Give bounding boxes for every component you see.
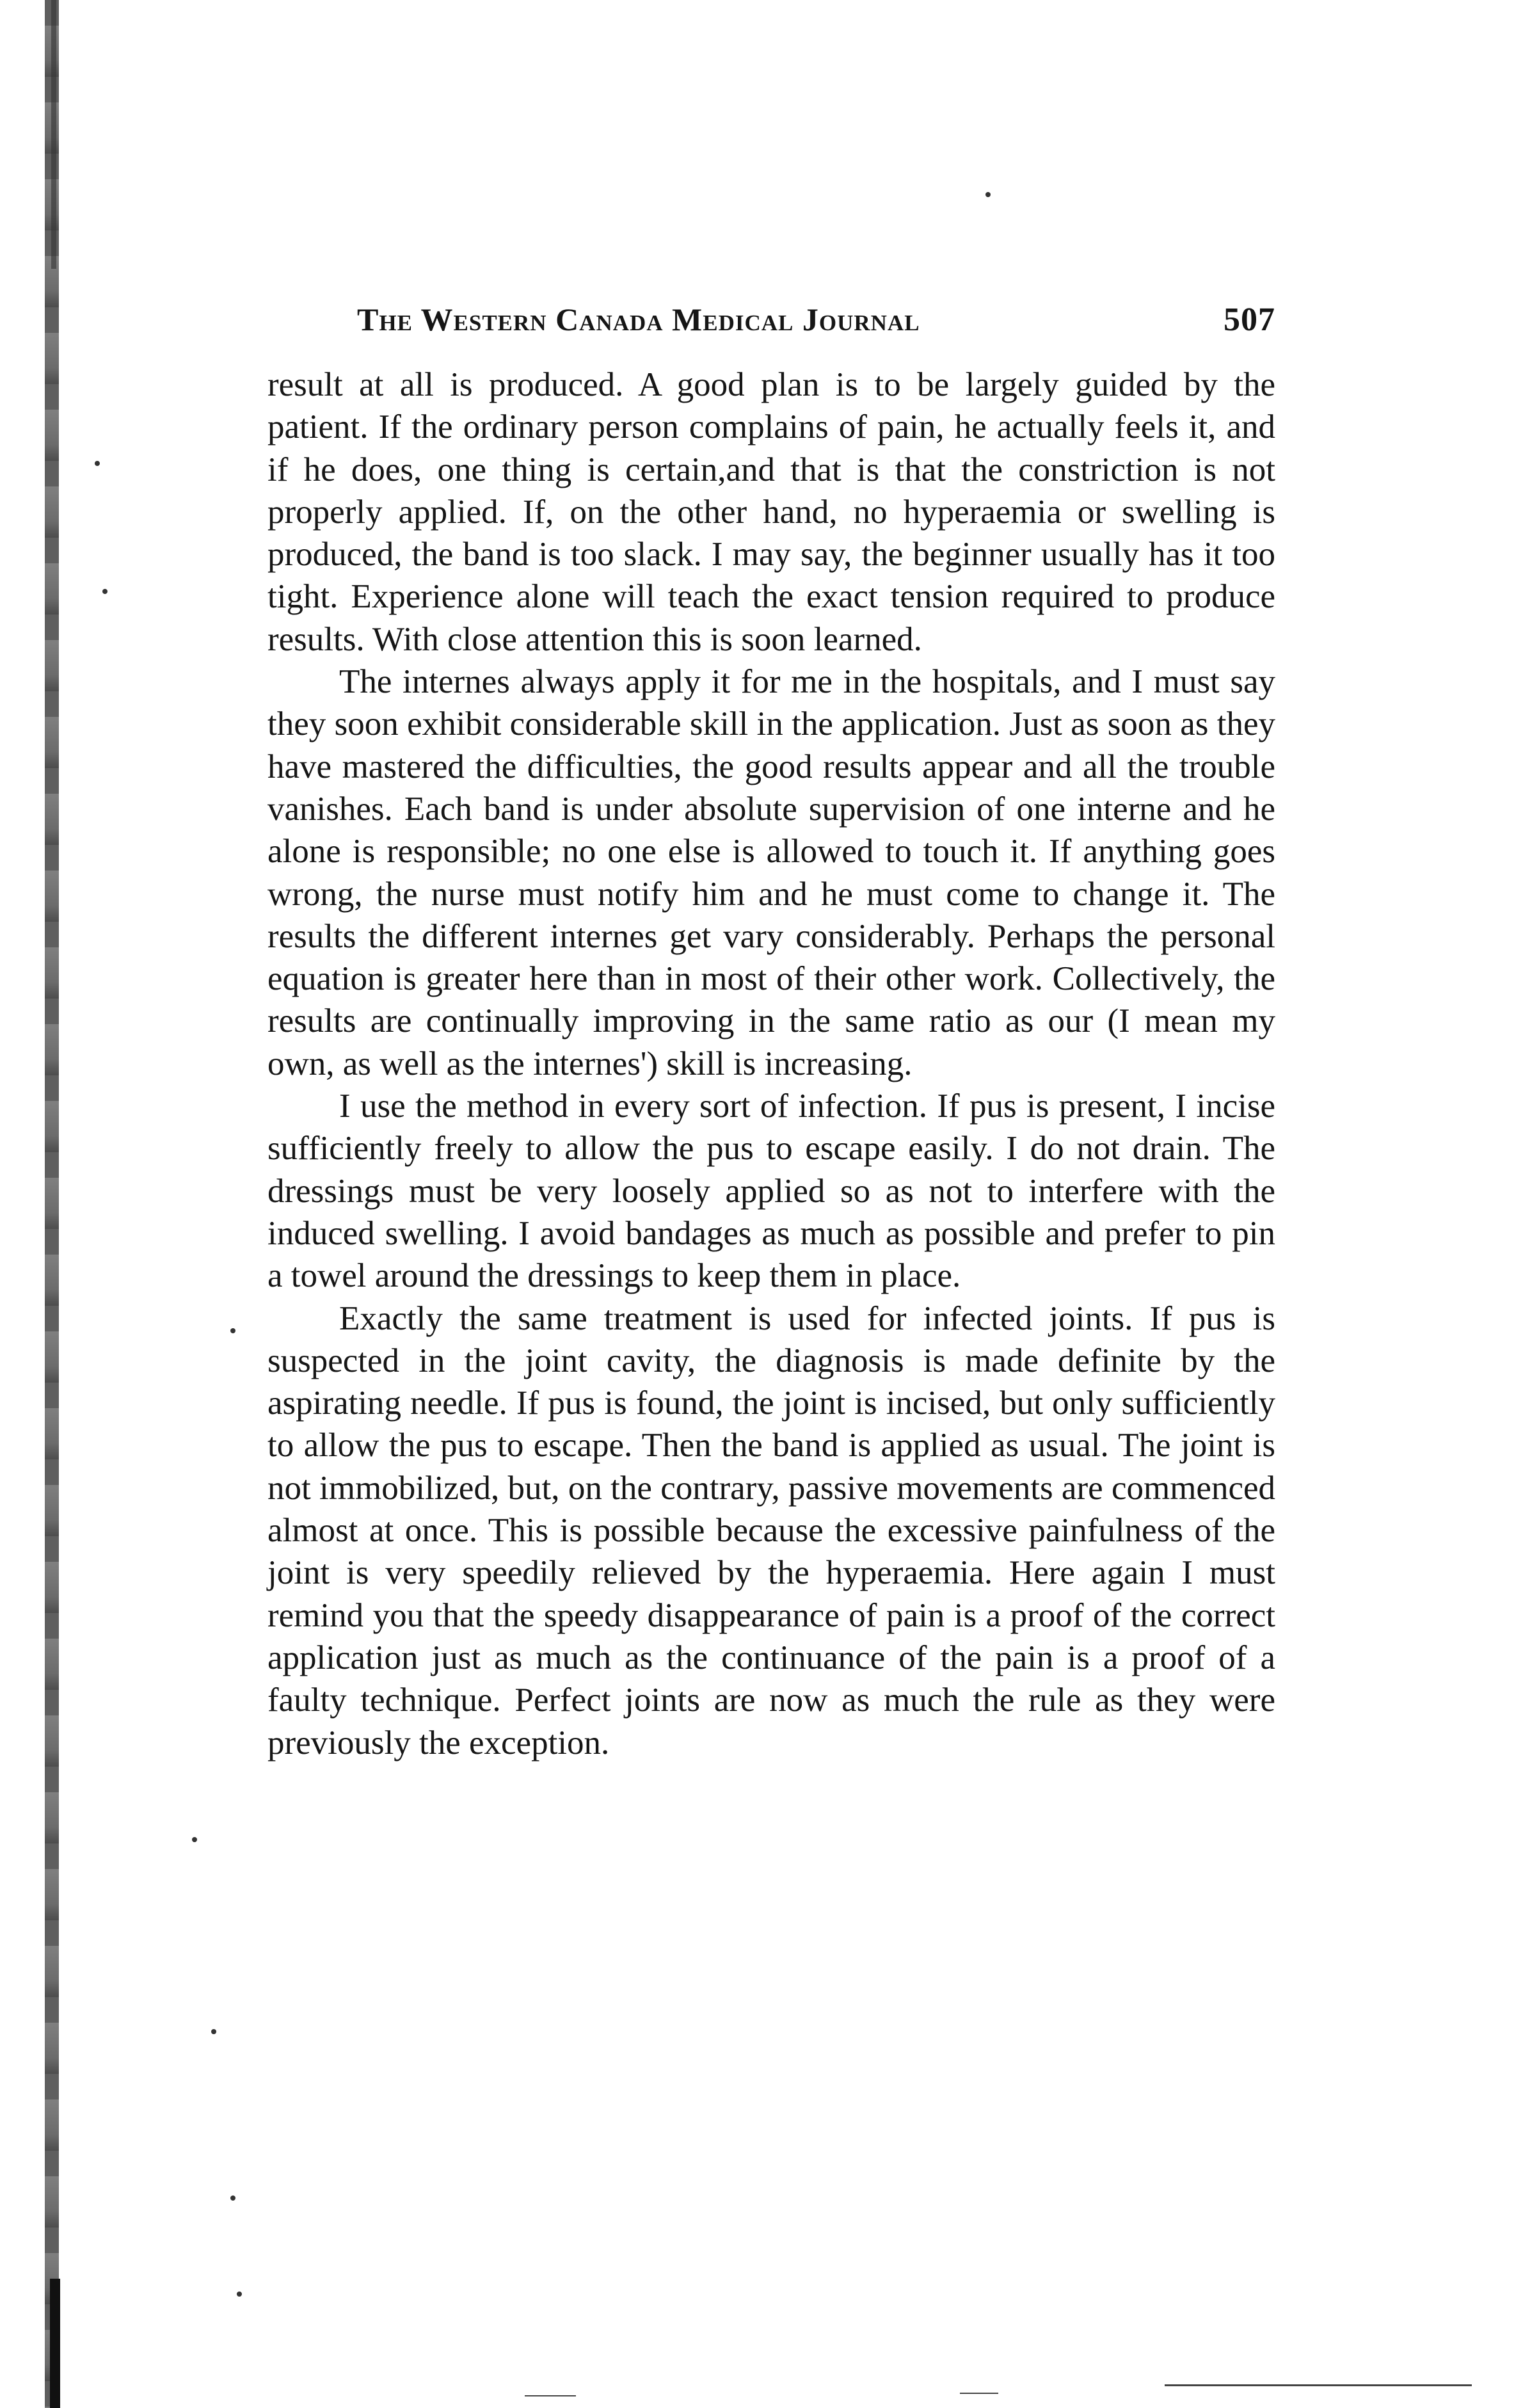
scan-speck (192, 1837, 197, 1842)
page-number: 507 (1224, 301, 1275, 338)
page-binding-edge (51, 0, 56, 269)
page-binding-corner (50, 2279, 60, 2408)
paragraph: I use the method in every sort of infection. If pus is present, I incise sufficiently freely to allow the pus to escape easily. I do not drain. The dressings must be very loosely applied so as not to interfere with the induced swelling. I avoid bandages as much as possible and prefer to pin a towel around the dressings to keep them in place. (267, 1088, 1275, 1295)
page-binding-shadow (45, 0, 59, 2408)
article-body (267, 364, 1275, 1764)
paragraph: Exactly the same treatment is used for infected joints. If pus is suspected in the joint cavity, the diagnosis is made definite by the aspirating needle. If pus is found, the joint is incised, but only sufficiently to allow the pus to escape. Then the band is applied as usual. The joint is not immobilized, but, on the contrary, passive movements are commenced almost at once. This is possible because the excessive painfulness of the joint is very speedily relieved by the hyperaemia. Here again I must remind you that the speedy disappearance of pain is a proof of the correct application just as much as the continuance of the pain is a proof of a faulty technique. Perfect joints are now as much the rule as they were previously the exception. (267, 1299, 1275, 1762)
scan-speck (230, 2195, 235, 2201)
scan-speck (230, 1328, 235, 1333)
journal-title: The Western Canada Medical Journal (357, 301, 920, 337)
scan-edge-mark (960, 2393, 998, 2394)
journal-page (267, 301, 1275, 1764)
scan-speck (985, 192, 991, 197)
running-head (267, 301, 1275, 358)
scan-speck (95, 461, 100, 466)
scan-edge-mark (525, 2395, 576, 2396)
scan-edge-mark (1165, 2384, 1472, 2386)
paragraph: The internes always apply it for me in the hospitals, and I must say they soon exhibit considerable skill in the application. Just as soon as they have mastered the difficulties, the good results appear and all the trouble vanishes. Each band is under absolute supervision of one interne and he alone is responsible; no one else is allowed to touch it. If anything goes wrong, the nurse must notify him and he must come to change it. The results the different internes get vary considerably. Perhaps the personal equation is greater here than in most of their other work. Collectively, the results are continually improving in the same ratio as our (I mean my own, as well as the internes') skill is increasing. (267, 663, 1275, 1082)
scan-speck (237, 2292, 242, 2297)
scan-speck (102, 589, 108, 594)
scan-speck (211, 2029, 216, 2034)
paragraph: result at all is produced. A good plan is to be largely guided by the patient. If the ordinary person complains of pain, he actually feels it, and if he does, one thing is certain,and that is that the constriction is not properly applied. If, on the other hand, no hyperaemia or swelling is produced, the band is too slack. I may say, the beginner usually has it too tight. Experience alone will teach the exact tension required to produce results. With close attention this is soon learned. (267, 366, 1275, 658)
